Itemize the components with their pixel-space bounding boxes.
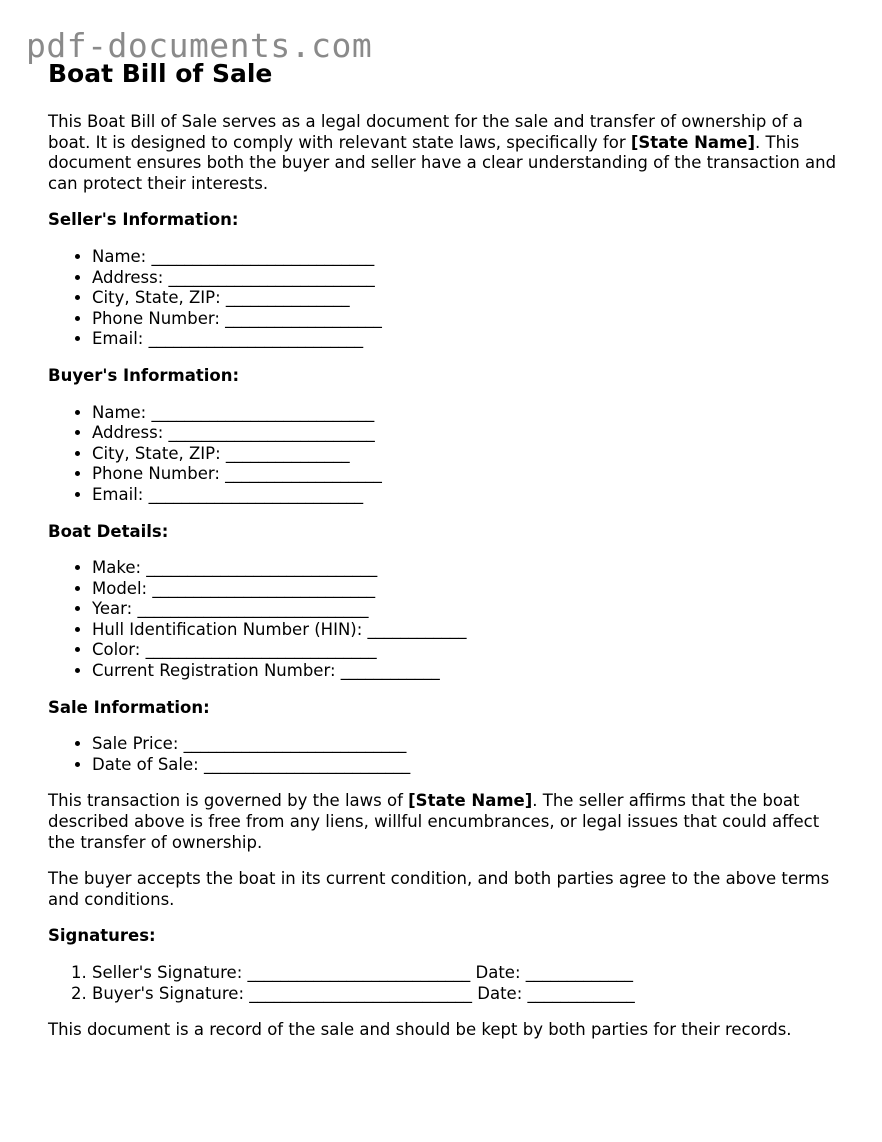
sale-price-field: • Sale Price: ___________________________ — [92, 734, 848, 755]
seller-signature-line: 1. Seller's Signature: ___________________________ Date: _____________ — [92, 963, 848, 984]
governing-state-name: [State Name] — [408, 791, 533, 811]
document-title: Boat Bill of Sale — [48, 59, 273, 88]
boat-heading: Boat Details: — [48, 521, 169, 541]
governing-paragraph — [48, 791, 848, 853]
buyer-list — [48, 403, 848, 506]
buyer-signature-line: 2. Buyer's Signature: ___________________________ Date: _____________ — [92, 984, 848, 1005]
buyer-phone-field: • Phone Number: ___________________ — [92, 464, 848, 485]
boat-registration-field: • Current Registration Number: ____________ — [92, 661, 848, 682]
closing-paragraph: This document is a record of the sale and should be kept by both parties for their records. — [48, 1020, 792, 1040]
intro-paragraph — [48, 112, 848, 194]
seller-phone-field: • Phone Number: ___________________ — [92, 309, 848, 330]
governing-text-1: This transaction is governed by the laws of — [48, 791, 409, 811]
boat-hin-field: • Hull Identification Number (HIN): ____________ — [92, 620, 848, 641]
intro-text-2: . This document ensures both the buyer and seller have a clear understanding of the transaction and can protect their interests. — [48, 132, 837, 193]
intro-text-1: This Boat Bill of Sale serves as a legal document for the sale and transfer of ownership of a boat. It is designed to comply with relevant state laws, specifically for — [48, 112, 803, 152]
seller-city-field: • City, State, ZIP: _______________ — [92, 288, 848, 309]
seller-email-field: • Email: __________________________ — [92, 329, 848, 350]
intro-state-name: [State Name] — [630, 132, 755, 152]
signatures-list — [48, 963, 848, 1004]
buyer-address-field: • Address: _________________________ — [92, 423, 848, 444]
buyer-city-field: • City, State, ZIP: _______________ — [92, 444, 848, 465]
signatures-heading: Signatures: — [48, 926, 156, 946]
sale-list — [48, 734, 848, 775]
boat-make-field: • Make: ____________________________ — [92, 558, 848, 579]
buyer-heading: Buyer's Information: — [48, 365, 240, 385]
seller-address-field: • Address: _________________________ — [92, 268, 848, 289]
boat-color-field: • Color: ____________________________ — [92, 640, 848, 661]
boat-year-field: • Year: ____________________________ — [92, 599, 848, 620]
sale-date-field: • Date of Sale: _________________________ — [92, 755, 848, 776]
watermark-text: pdf-documents.com — [26, 26, 373, 65]
boat-model-field: • Model: ___________________________ — [92, 579, 848, 600]
buyer-name-field: • Name: ___________________________ — [92, 403, 848, 424]
sale-heading: Sale Information: — [48, 697, 210, 717]
boat-list — [48, 558, 848, 682]
acceptance-paragraph: The buyer accepts the boat in its current condition, and both parties agree to the above terms and conditions. — [48, 869, 830, 909]
governing-text-2: . The seller affirms that the boat described above is free from any liens, willful encumbrances, or legal issues that could affect the transfer of ownership. — [48, 791, 820, 852]
document-body — [48, 112, 848, 1041]
buyer-email-field: • Email: __________________________ — [92, 485, 848, 506]
seller-heading: Seller's Information: — [48, 210, 239, 230]
seller-name-field: • Name: ___________________________ — [92, 247, 848, 268]
seller-list — [48, 247, 848, 350]
